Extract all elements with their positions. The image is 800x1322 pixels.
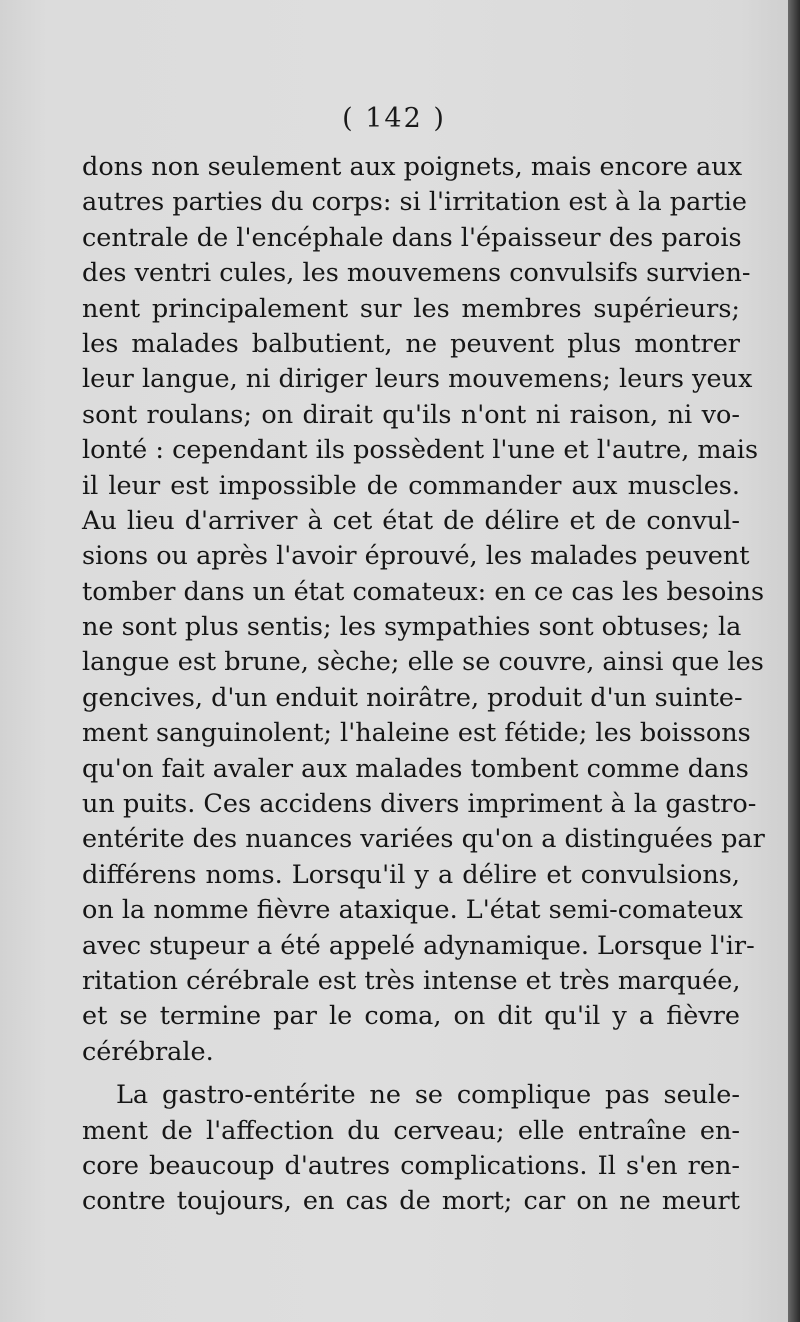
text-line: les malades balbutient, ne peuvent plus montrer <box>82 328 740 359</box>
page-number: ( 142 ) <box>342 103 446 134</box>
text-line: autres parties du corps: si l'irritation est à la partie <box>82 187 747 218</box>
text-line: on la nomme fièvre ataxique. L'état semi-comateux <box>82 895 743 926</box>
text-line: un puits. Ces accidens divers impriment à la gastro- <box>82 789 757 820</box>
text-line: différens noms. Lorsqu'il y a délire et convulsions, <box>82 859 740 890</box>
page-body <box>82 150 765 1220</box>
text-line: Au lieu d'arriver à cet état de délire et de convul- <box>82 505 740 536</box>
text-line: gencives, d'un enduit noirâtre, produit d'un suinte- <box>82 682 743 713</box>
text-line: ritation cérébrale est très intense et très marquée, <box>82 965 741 996</box>
text-line: lonté : cependant ils possèdent l'une et l'autre, mais <box>82 435 759 466</box>
page-edge-shadow <box>788 0 800 1322</box>
paragraph-1 <box>82 150 765 1070</box>
text-line: il leur est impossible de commander aux muscles. <box>82 470 740 501</box>
text-line: sions ou après l'avoir éprouvé, les malades peuvent <box>82 541 750 572</box>
text-line: des ventri cules, les mouvemens convulsifs survien- <box>82 258 751 289</box>
text-line: core beaucoup d'autres complications. Il s'en ren- <box>82 1150 740 1181</box>
text-line: entérite des nuances variées qu'on a distinguées par <box>82 824 765 855</box>
text-line: et se termine par le coma, on dit qu'il y a fièvre <box>82 1001 740 1032</box>
text-line: sont roulans; on dirait qu'ils n'ont ni raison, ni vo- <box>82 399 740 430</box>
text-line: contre toujours, en cas de mort; car on ne meurt <box>82 1186 740 1217</box>
text-line: centrale de l'encéphale dans l'épaisseur des parois <box>82 222 742 253</box>
text-line: cérébrale. <box>82 1036 214 1067</box>
text-line: avec stupeur a été appelé adynamique. Lorsque l'ir- <box>82 930 755 961</box>
text-line: La gastro-entérite ne se complique pas seule- <box>116 1080 740 1111</box>
text-line: langue est brune, sèche; elle se couvre, ainsi que les <box>82 647 764 678</box>
text-line: nent principalement sur les membres supérieurs; <box>82 293 740 324</box>
text-line: ment de l'affection du cerveau; elle entraîne en- <box>82 1115 740 1146</box>
text-line: ne sont plus sentis; les sympathies sont obtuses; la <box>82 612 742 643</box>
paragraph-2 <box>82 1078 740 1220</box>
text-line: leur langue, ni diriger leurs mouvemens; leurs yeux <box>82 364 753 395</box>
text-line: qu'on fait avaler aux malades tombent comme dans <box>82 753 749 784</box>
text-line: dons non seulement aux poignets, mais encore aux <box>82 152 743 182</box>
text-line: tomber dans un état comateux: en ce cas les besoins <box>82 576 765 607</box>
text-line: ment sanguinolent; l'haleine est fétide; les boissons <box>82 718 751 749</box>
